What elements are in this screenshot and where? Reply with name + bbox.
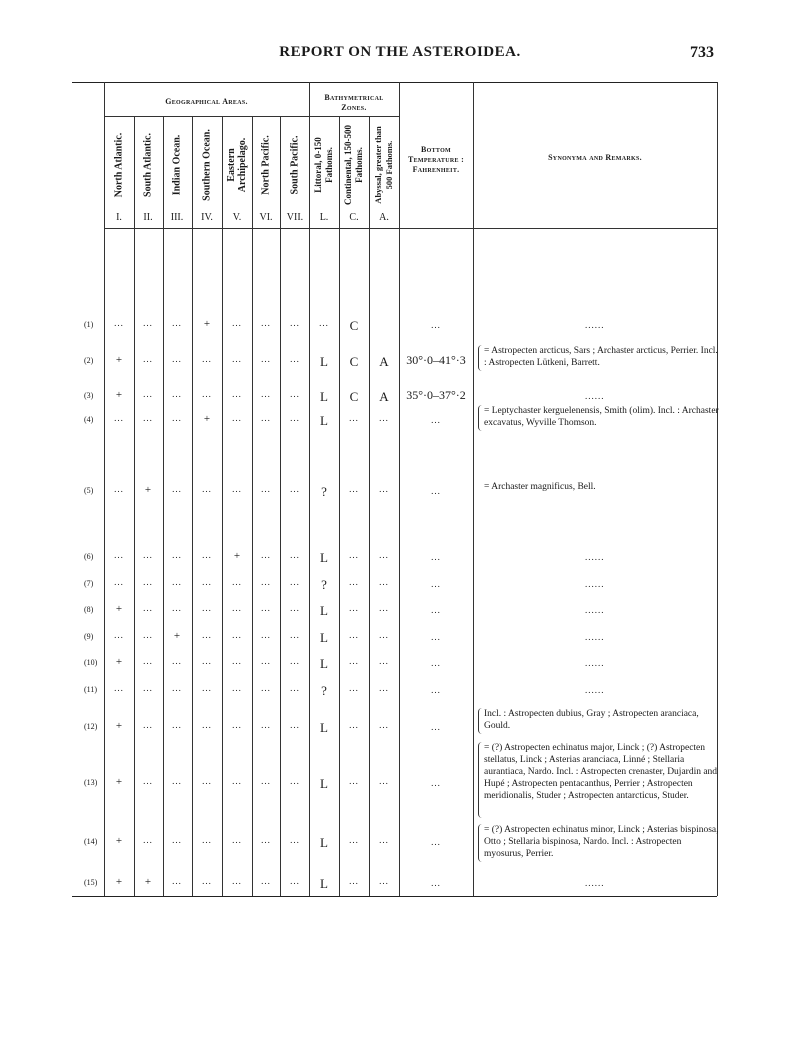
table-cell: ...	[290, 577, 300, 587]
bottom-temperature-cell: ...	[431, 415, 441, 425]
table-cell: L	[320, 835, 328, 850]
table-cell: ...	[232, 656, 242, 666]
table-cell: +	[115, 876, 123, 888]
table-cell: ...	[379, 656, 389, 666]
table-cell: ...	[349, 720, 359, 730]
table-cell: ...	[261, 683, 271, 693]
table-cell: +	[233, 550, 241, 562]
table-cell: +	[115, 835, 123, 847]
table-cell: ...	[349, 550, 359, 560]
table-cell: ...	[143, 776, 153, 786]
synonym-remark: = Leptychaster kerguelenensis, Smith (olim). Incl. : Archaster excavatus, Wyville Thomson.	[484, 406, 719, 428]
table-cell: +	[115, 656, 123, 668]
table-cell: ...	[379, 720, 389, 730]
table-cell: ...	[379, 876, 389, 886]
table-cell: ...	[143, 577, 153, 587]
table-cell: ...	[261, 776, 271, 786]
row-number: (9)	[84, 632, 94, 641]
table-cell: ...	[143, 354, 153, 364]
table-cell: ...	[290, 318, 300, 328]
table-cell: ...	[114, 550, 124, 560]
table-cell: ...	[232, 683, 242, 693]
col-roman: A.	[379, 212, 389, 223]
table-cell: ...	[202, 720, 212, 730]
table-cell: ...	[232, 318, 242, 328]
table-cell: ...	[172, 484, 182, 494]
bottom-temperature-cell: ...	[431, 722, 441, 732]
table-cell: +	[115, 354, 123, 366]
table-cell: +	[115, 776, 123, 788]
table-cell: ...	[232, 354, 242, 364]
table-cell: ...	[202, 389, 212, 399]
table-cell: ...	[143, 683, 153, 693]
brace-mark	[478, 824, 485, 862]
table-cell: ...	[114, 630, 124, 640]
table-cell: ...	[349, 413, 359, 423]
col-header-eastern-archipelago: Eastern Archipelago.	[226, 137, 248, 193]
row-number: (13)	[84, 778, 98, 787]
row-number: (12)	[84, 722, 98, 731]
table-cell: +	[203, 413, 211, 425]
table-cell: ...	[202, 550, 212, 560]
table-cell: ...	[232, 413, 242, 423]
table-cell: ...	[232, 389, 242, 399]
table-cell: +	[115, 720, 123, 732]
table-cell: ...	[261, 484, 271, 494]
table-cell: ...	[143, 835, 153, 845]
table-cell: L	[320, 876, 328, 891]
synonym-remark: ......	[585, 320, 605, 330]
synonym-remark: = (?) Astropecten echinatus minor, Linck ; Asterias bispinosa, Otto ; Stellaria bispinosa, Nardo. Incl. : Astropecten myosurus, Perrier.	[484, 825, 719, 859]
synonym-remark: ......	[585, 579, 605, 589]
synonym-remark: ......	[585, 605, 605, 615]
col-divider	[473, 82, 474, 896]
table-cell: ...	[349, 876, 359, 886]
col-roman: IV.	[201, 212, 213, 223]
table-cell: ...	[349, 603, 359, 613]
synonym-remark: = Astropecten arcticus, Sars ; Archaster arcticus, Perrier. Incl. : Astropecten Lütkeni, Barrett.	[484, 346, 718, 368]
bottom-temperature-header: Bottom Temperature : Fahrenheit.	[407, 145, 465, 174]
table-cell: ...	[290, 656, 300, 666]
table-cell: ...	[290, 683, 300, 693]
table-cell: ...	[379, 413, 389, 423]
table-cell: ...	[290, 484, 300, 494]
table-cell: ...	[172, 656, 182, 666]
row-number: (2)	[84, 356, 94, 365]
synonym-remark: ......	[585, 685, 605, 695]
table-cell: ...	[202, 656, 212, 666]
table-cell: ...	[232, 720, 242, 730]
running-header: REPORT ON THE ASTEROIDEA.	[279, 44, 521, 60]
bottom-temperature-cell: ...	[431, 685, 441, 695]
table-cell: +	[144, 876, 152, 888]
table-cell: ...	[172, 603, 182, 613]
table-cell: +	[203, 318, 211, 330]
table-cell: ...	[202, 835, 212, 845]
table-cell: ...	[290, 630, 300, 640]
brace-mark	[478, 345, 485, 371]
table-cell: ...	[379, 835, 389, 845]
table-cell: ...	[290, 603, 300, 613]
brace-mark	[478, 708, 485, 734]
table-cell: ...	[261, 876, 271, 886]
table-cell: ...	[379, 484, 389, 494]
table-cell: ...	[349, 835, 359, 845]
table-cell: ...	[202, 603, 212, 613]
row-number: (15)	[84, 878, 98, 887]
table-cell: ...	[261, 577, 271, 587]
table-cell: ...	[261, 656, 271, 666]
row-number: (4)	[84, 415, 94, 424]
table-cell: ...	[143, 656, 153, 666]
synonyms-remarks-header: Synonyma and Remarks.	[548, 153, 642, 162]
table-cell: ...	[290, 720, 300, 730]
col-header-north-pacific: North Pacific.	[260, 135, 272, 195]
table-cell: ...	[202, 630, 212, 640]
table-cell: +	[173, 630, 181, 642]
group-subrule-bathy	[309, 116, 399, 117]
bottom-temperature-cell: ...	[431, 552, 441, 562]
table-cell: ...	[172, 354, 182, 364]
col-header-south-atlantic: South Atlantic.	[142, 133, 154, 197]
table-cell: L	[320, 389, 328, 404]
table-cell: L	[320, 413, 328, 428]
table-cell: +	[115, 603, 123, 615]
table-cell: ...	[349, 630, 359, 640]
synonym-remark: ......	[585, 391, 605, 401]
table-cell: ...	[349, 484, 359, 494]
synonym-remark: = (?) Astropecten echinatus major, Linck ; (?) Astropecten stellatus, Linck ; Asterias aranciaca, Linné ; Stellaria aurantiaca, Nardo. Incl. : Astropecten crenaster, Dujardin and Hupé ; Astropecten pentacanthus, Perrier ; Astropecten meridionalis, Studer ; Astropecten antarcticus, Studer.	[484, 743, 718, 801]
table-cell: ...	[290, 389, 300, 399]
row-number: (6)	[84, 552, 94, 561]
table-cell: ?	[321, 577, 327, 592]
table-cell: ...	[114, 683, 124, 693]
table-cell: ...	[290, 876, 300, 886]
col-header-southern-ocean: Southern Ocean.	[201, 129, 213, 201]
row-number: (5)	[84, 486, 94, 495]
table-cell: ...	[261, 389, 271, 399]
synonym-remark: ......	[585, 632, 605, 642]
row-number: (1)	[84, 320, 94, 329]
table-cell: L	[320, 776, 328, 791]
table-cell: ...	[202, 484, 212, 494]
table-cell: ...	[232, 630, 242, 640]
table-cell: A	[379, 389, 389, 404]
col-header-south-pacific: South Pacific.	[289, 135, 301, 195]
table-cell: ...	[172, 550, 182, 560]
table-top-rule	[72, 82, 717, 83]
table-cell: ...	[143, 318, 153, 328]
synonym-remark: ......	[585, 658, 605, 668]
brace-mark	[478, 405, 485, 431]
table-cell: ...	[143, 720, 153, 730]
table-cell: ...	[290, 413, 300, 423]
table-cell: A	[379, 354, 389, 369]
table-cell: ...	[172, 389, 182, 399]
col-header-abyssal: Abyssal, greater than 500 Fathoms.	[373, 126, 394, 204]
table-cell: +	[144, 484, 152, 496]
table-cell: ...	[172, 577, 182, 587]
table-bottom-rule	[72, 896, 717, 897]
header-bottom-rule	[104, 228, 717, 229]
table-cell: ...	[172, 876, 182, 886]
synonym-remark: ......	[585, 878, 605, 888]
table-cell: L	[320, 656, 328, 671]
table-cell: ...	[290, 550, 300, 560]
table-cell: ...	[319, 318, 329, 328]
table-cell: ...	[143, 413, 153, 423]
table-cell: ...	[290, 835, 300, 845]
table-cell: L	[320, 720, 328, 735]
table-cell: ?	[321, 683, 327, 698]
bottom-temperature-cell: ...	[431, 837, 441, 847]
col-roman: I.	[116, 212, 122, 223]
col-header-littoral: Littoral, 0-150 Fathoms.	[313, 137, 334, 193]
row-number: (14)	[84, 837, 98, 846]
table-cell: ...	[349, 683, 359, 693]
table-cell: ...	[232, 835, 242, 845]
table-cell: ...	[290, 776, 300, 786]
row-number: (3)	[84, 391, 94, 400]
table-cell: C	[349, 354, 359, 369]
table-cell: ...	[143, 389, 153, 399]
bathymetrical-zones-header: Bathymetrical Zones.	[324, 93, 384, 112]
bottom-temperature-cell: ...	[431, 778, 441, 788]
table-cell: ...	[114, 318, 124, 328]
table-cell: ...	[379, 603, 389, 613]
table-cell: ...	[232, 603, 242, 613]
bottom-temperature-cell: ...	[431, 320, 441, 330]
table-cell: ...	[261, 354, 271, 364]
table-cell: L	[320, 603, 328, 618]
table-cell: ...	[261, 318, 271, 328]
table-cell: C	[349, 389, 359, 404]
row-number: (7)	[84, 579, 94, 588]
table-cell: ...	[232, 776, 242, 786]
col-header-continental: Continental, 150-500 Fathoms.	[343, 124, 364, 205]
table-cell: ...	[114, 577, 124, 587]
synonym-remark: ......	[585, 552, 605, 562]
table-cell: ...	[172, 835, 182, 845]
table-cell: ...	[172, 413, 182, 423]
col-roman: L.	[319, 212, 329, 223]
table-cell: ...	[143, 550, 153, 560]
table-cell: ...	[261, 603, 271, 613]
table-cell: ...	[202, 683, 212, 693]
col-roman: III.	[170, 212, 184, 223]
bottom-temperature-cell: ...	[431, 605, 441, 615]
row-number: (10)	[84, 658, 98, 667]
bottom-temperature-cell: ...	[431, 878, 441, 888]
table-cell: ...	[349, 656, 359, 666]
table-cell: ...	[379, 776, 389, 786]
table-cell: ...	[261, 720, 271, 730]
bottom-temperature-cell: ...	[431, 486, 441, 496]
col-roman: V.	[232, 212, 242, 223]
table-cell: ...	[290, 354, 300, 364]
page-number: 733	[690, 44, 714, 61]
table-cell: ?	[321, 484, 327, 499]
table-cell: ...	[202, 354, 212, 364]
table-cell: L	[320, 630, 328, 645]
table-cell: ...	[172, 776, 182, 786]
table-cell: ...	[261, 550, 271, 560]
bottom-temperature-cell: ...	[431, 632, 441, 642]
brace-mark	[478, 742, 485, 818]
table-cell: ...	[261, 630, 271, 640]
table-cell: ...	[379, 577, 389, 587]
table-cell: L	[320, 354, 328, 369]
table-cell: ...	[172, 683, 182, 693]
table-cell: L	[320, 550, 328, 565]
table-cell: ...	[379, 630, 389, 640]
bottom-temperature-cell: 30°·0–41°·3	[406, 353, 466, 367]
col-header-north-atlantic: North Atlantic.	[113, 132, 125, 198]
table-cell: ...	[261, 835, 271, 845]
table-cell: ...	[202, 577, 212, 587]
table-cell: ...	[114, 484, 124, 494]
synonym-remark: = Archaster magnificus, Bell.	[484, 482, 596, 492]
bottom-temperature-cell: ...	[431, 579, 441, 589]
table-cell: ...	[379, 683, 389, 693]
table-cell: ...	[232, 577, 242, 587]
col-roman: II.	[143, 212, 153, 223]
table-cell: ...	[172, 318, 182, 328]
table-cell: ...	[143, 630, 153, 640]
row-number: (11)	[84, 685, 98, 694]
col-roman: VI.	[259, 212, 273, 223]
table-cell: ...	[172, 720, 182, 730]
bottom-temperature-cell: ...	[431, 658, 441, 668]
table-cell: ...	[349, 776, 359, 786]
table-cell: ...	[202, 876, 212, 886]
table-cell: ...	[143, 603, 153, 613]
table-cell: ...	[349, 577, 359, 587]
table-cell: C	[349, 318, 359, 333]
table-cell: ...	[202, 776, 212, 786]
table-cell: ...	[379, 550, 389, 560]
row-number: (8)	[84, 605, 94, 614]
table-cell: ...	[114, 413, 124, 423]
table-cell: ...	[261, 413, 271, 423]
table-cell: ...	[232, 484, 242, 494]
synonym-remark: Incl. : Astropecten dubius, Gray ; Astropecten aranciaca, Gould.	[484, 709, 699, 731]
bottom-temperature-cell: 35°·0–37°·2	[406, 388, 466, 402]
geographical-areas-header: Geographical Areas.	[165, 97, 248, 106]
table-cell: +	[115, 389, 123, 401]
table-cell: ...	[232, 876, 242, 886]
col-header-indian-ocean: Indian Ocean.	[171, 134, 183, 196]
col-roman: C.	[349, 212, 359, 223]
col-roman: VII.	[286, 212, 304, 223]
